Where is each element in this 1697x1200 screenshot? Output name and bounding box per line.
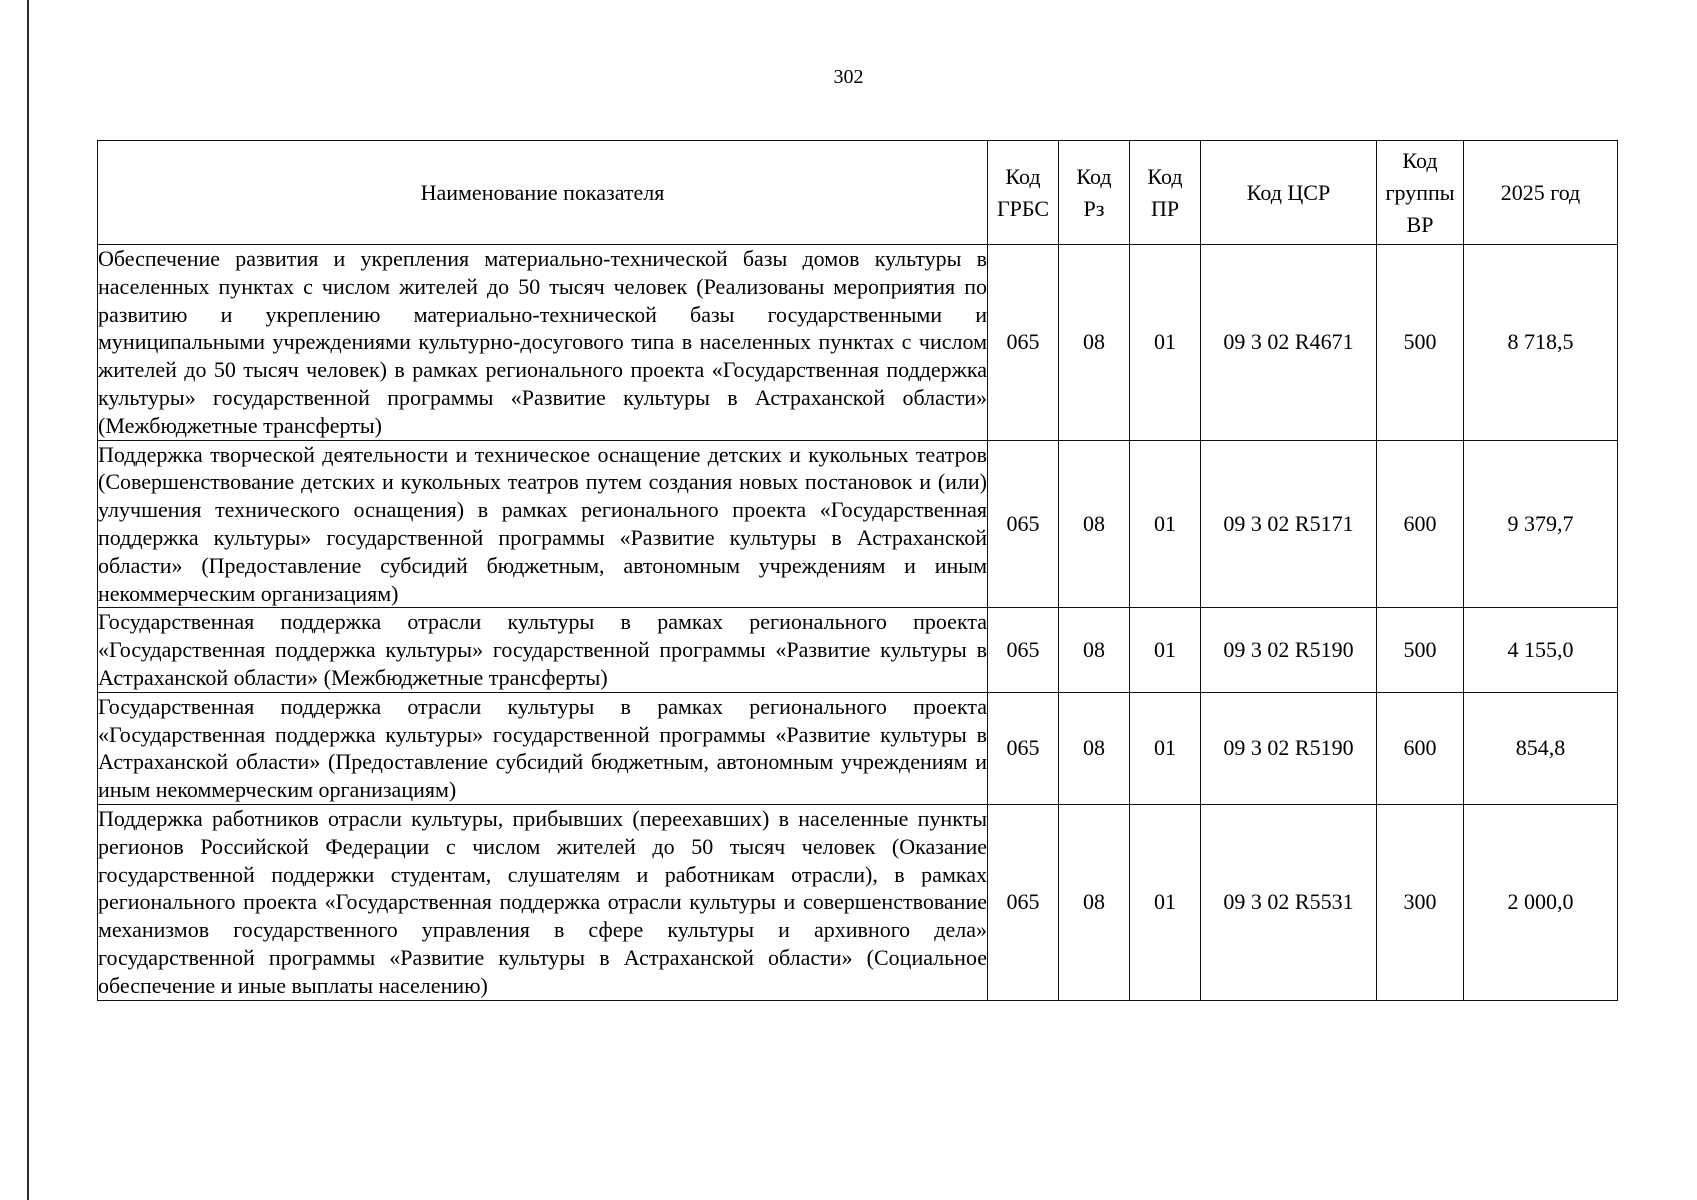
row-vr: 600 (1377, 692, 1464, 804)
binding-margin-line (27, 0, 29, 1200)
row-amount: 8 718,5 (1464, 245, 1618, 441)
row-csr: 09 3 02 R5171 (1201, 440, 1377, 608)
header-grbs-line-1: Код (1005, 163, 1041, 189)
row-pr: 01 (1130, 692, 1201, 804)
budget-table (97, 140, 1618, 1001)
row-amount: 9 379,7 (1464, 440, 1618, 608)
header-grbs (988, 141, 1059, 245)
row-csr: 09 3 02 R4671 (1201, 245, 1377, 441)
row-name: Государственная поддержка отрасли культуры в рамках регионального проекта «Государственная поддержка культуры» государственной программы «Развитие культуры в Астраханской области» (Предоставление субсидий бюджетным, автономным учреждениям и иным некоммерческим организациям) (98, 692, 988, 804)
header-year (1464, 141, 1618, 245)
row-pr: 01 (1130, 440, 1201, 608)
header-vr-line-3: ВР (1406, 211, 1434, 237)
header-rz-line-2: Рз (1083, 195, 1105, 221)
row-grbs: 065 (988, 608, 1059, 692)
header-rz-line-1: Код (1076, 163, 1112, 189)
table-row (98, 804, 1618, 1000)
row-name: Поддержка работников отрасли культуры, прибывших (переехавших) в населенные пункты регионов Российской Федерации с числом жителей до 50 тысяч человек (Оказание государственной поддержки студентам, слушателям и работникам отрасли), в рамках регионального проекта «Государственная поддержка отрасли культуры и совершенствование механизмов государственного управления в сфере культуры и архивного дела» государственной программы «Развитие культуры в Астраханской области» (Социальное обеспечение и иные выплаты населению) (98, 804, 988, 1000)
header-pr-line-1: Код (1147, 163, 1183, 189)
row-grbs: 065 (988, 440, 1059, 608)
row-amount: 854,8 (1464, 692, 1618, 804)
header-grbs-line-2: ГРБС (996, 195, 1050, 221)
row-csr: 09 3 02 R5531 (1201, 804, 1377, 1000)
page-number: 302 (833, 66, 864, 88)
row-name: Обеспечение развития и укрепления материально-технической базы домов культуры в населенных пунктах с числом жителей до 50 тысяч человек (Реализованы мероприятия по развитию и укреплению материально-технической базы государственными и муниципальными учреждениями культурно-досугового типа в населенных пунктах с числом жителей до 50 тысяч человек) в рамках регионального проекта «Государственная поддержка культуры» государственной программы «Развитие культуры в Астраханской области» (Межбюджетные трансферты) (98, 245, 988, 441)
row-rz: 08 (1059, 245, 1130, 441)
header-rz (1059, 141, 1130, 245)
row-rz: 08 (1059, 440, 1130, 608)
row-pr: 01 (1130, 245, 1201, 441)
header-pr (1130, 141, 1201, 245)
header-pr-line-2: ПР (1150, 195, 1180, 221)
table-row (98, 245, 1618, 441)
row-pr: 01 (1130, 804, 1201, 1000)
header-name-label: Наименование показателя (420, 179, 665, 205)
header-vr (1377, 141, 1464, 245)
header-vr-line-2: группы (1385, 179, 1455, 205)
table-row (98, 692, 1618, 804)
row-pr: 01 (1130, 608, 1201, 692)
row-vr: 500 (1377, 608, 1464, 692)
header-csr (1201, 141, 1377, 245)
row-name: Государственная поддержка отрасли культуры в рамках регионального проекта «Государственная поддержка культуры» государственной программы «Развитие культуры в Астраханской области» (Межбюджетные трансферты) (98, 608, 988, 692)
row-name: Поддержка творческой деятельности и техническое оснащение детских и кукольных театров (Совершенствование детских и кукольных театров путем создания новых постановок и (или) улучшения технического оснащения) в рамках регионального проекта «Государственная поддержка культуры» государственной программы «Развитие культуры в Астраханской области» (Предоставление субсидий бюджетным, автономным учреждениям и иным некоммерческим организациям) (98, 440, 988, 608)
row-rz: 08 (1059, 608, 1130, 692)
row-vr: 600 (1377, 440, 1464, 608)
row-amount: 4 155,0 (1464, 608, 1618, 692)
row-grbs: 065 (988, 804, 1059, 1000)
row-amount: 2 000,0 (1464, 804, 1618, 1000)
row-vr: 500 (1377, 245, 1464, 441)
row-csr: 09 3 02 R5190 (1201, 608, 1377, 692)
row-rz: 08 (1059, 692, 1130, 804)
header-name (98, 141, 988, 245)
table-row (98, 440, 1618, 608)
header-vr-line-1: Код (1402, 147, 1438, 173)
row-vr: 300 (1377, 804, 1464, 1000)
row-rz: 08 (1059, 804, 1130, 1000)
table-header-row (98, 141, 1618, 245)
table-row (98, 608, 1618, 692)
header-year-label: 2025 год (1500, 179, 1581, 205)
row-grbs: 065 (988, 692, 1059, 804)
row-csr: 09 3 02 R5190 (1201, 692, 1377, 804)
header-csr-label: Код ЦСР (1246, 179, 1331, 205)
row-grbs: 065 (988, 245, 1059, 441)
